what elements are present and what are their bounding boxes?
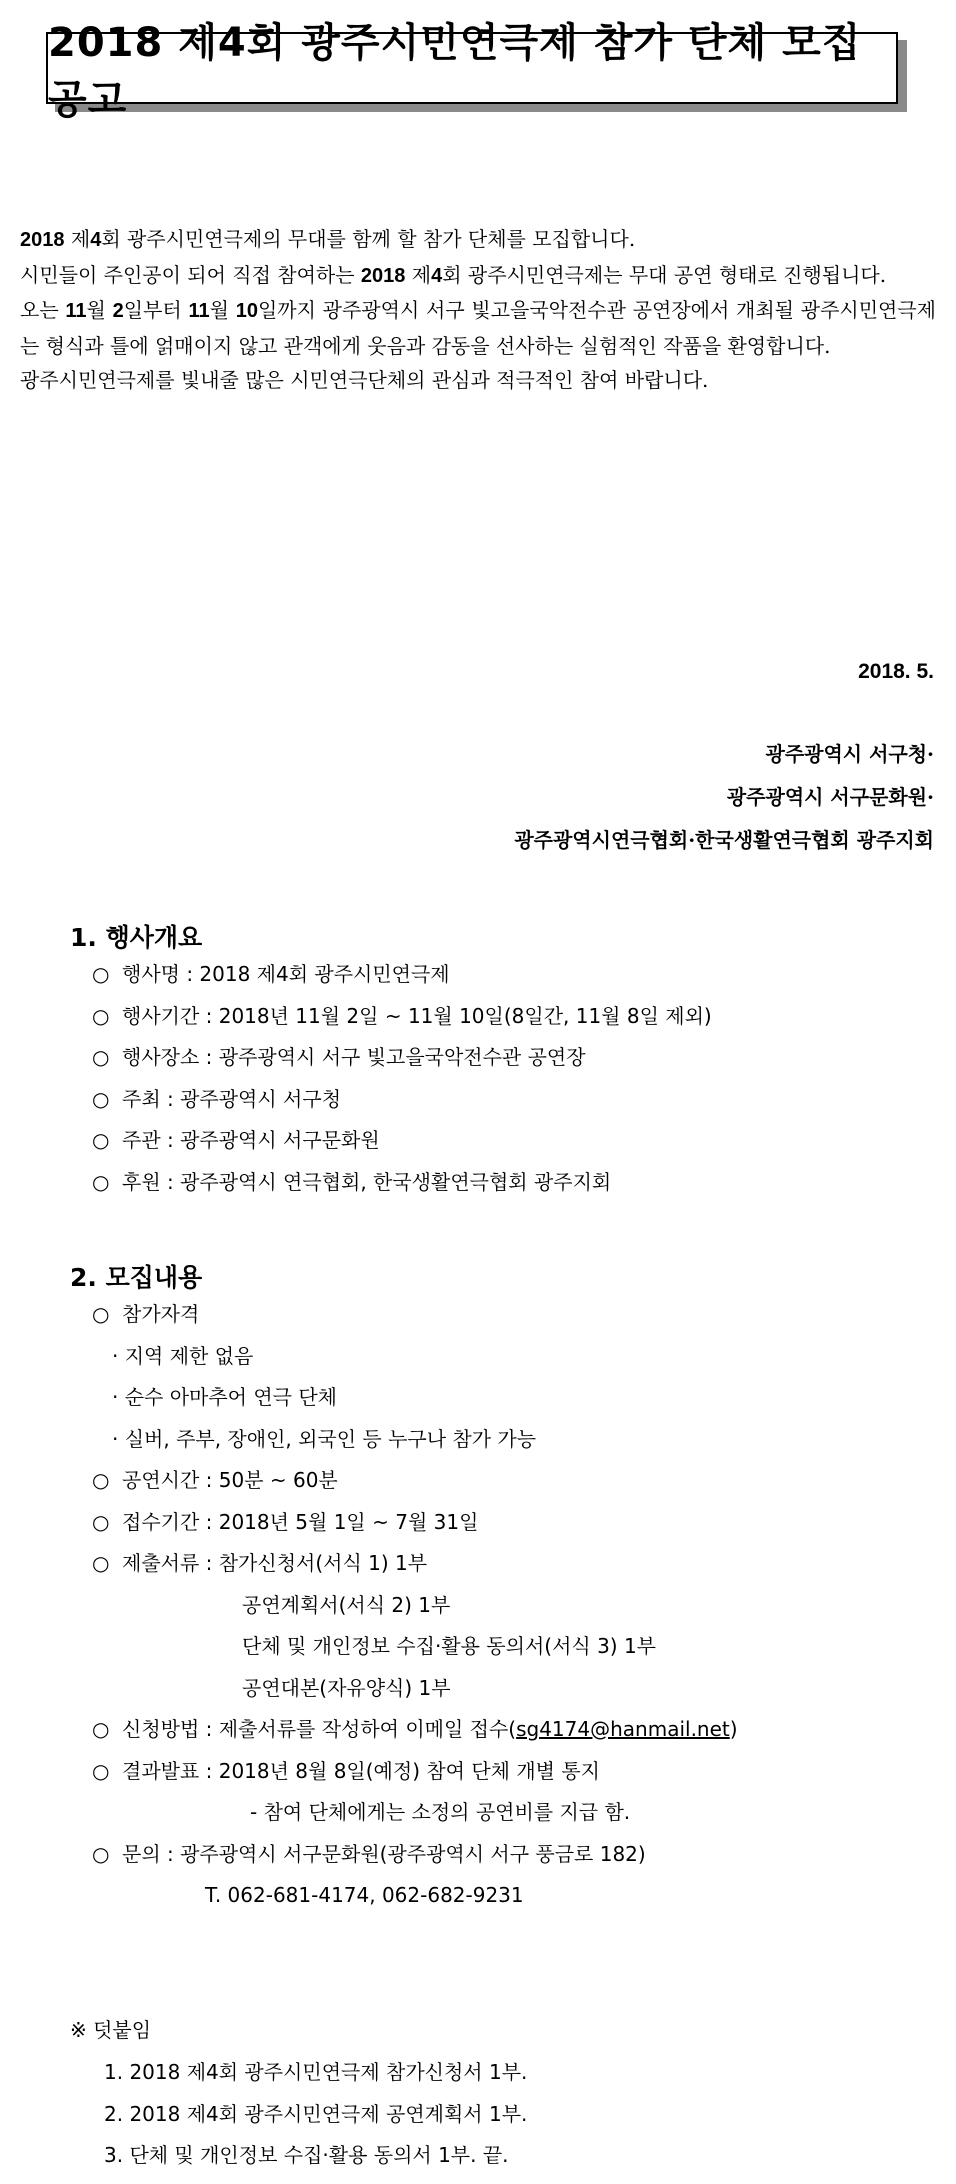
organizer: 광주광역시 서구문화원· <box>726 785 934 809</box>
organizer-list <box>514 734 934 863</box>
intro-text-span: 제 <box>64 227 91 251</box>
intro-text-span: 월 <box>86 298 113 322</box>
organizer: 광주광역시연극협회·한국생활연극협회 광주지회 <box>514 828 934 852</box>
intro-year: 2018 <box>360 264 406 287</box>
overview-list <box>92 954 932 1203</box>
sub-item: · 순수 아마추어 연극 단체 <box>112 1385 337 1409</box>
item-text: 행사기간 : 2018년 11월 2일 ~ 11월 10일(8일간, 11월 8일 제외) <box>122 1003 712 1028</box>
document-item: 공연계획서(서식 2) 1부 <box>242 1592 451 1617</box>
attachment-item: 1. 2018 제4회 광주시민연극제 참가신청서 1부. <box>104 2060 528 2084</box>
intro-paragraph <box>20 258 936 294</box>
list-item <box>92 1460 932 1502</box>
attachment-item: 3. 단체 및 개인정보 수집·활용 동의서 1부. 끝. <box>104 2143 509 2167</box>
intro-text-span: 일부터 <box>123 298 189 322</box>
bullet-circle: ○ <box>92 1758 110 1783</box>
attachments-label: ※ 덧붙임 <box>70 2018 152 2042</box>
bullet-circle: ○ <box>92 962 110 986</box>
list-item <box>92 1037 932 1079</box>
intro-text-span: 월 <box>209 298 236 322</box>
item-text: 결과발표 : 2018년 8월 8일(예정) 참여 단체 개별 통지 <box>122 1758 600 1783</box>
item-text: 참가자격 <box>122 1302 200 1326</box>
attachments-list <box>104 2052 527 2177</box>
list-item <box>92 1162 932 1204</box>
item-text: 주관 : 광주광역시 서구문화원 <box>122 1128 380 1152</box>
intro-date-number: 2 <box>112 300 124 322</box>
item-text: 신청방법 : 제출서류를 작성하여 이메일 접수( <box>122 1717 517 1741</box>
bullet-circle: ○ <box>92 1717 110 1741</box>
bullet-circle: ○ <box>92 1086 110 1111</box>
intro-text-span: 회 광주시민연극제는 무대 공연 형태로 진행됩니다. <box>442 262 887 287</box>
item-text: 공연시간 : 50분 ~ 60분 <box>122 1468 338 1492</box>
bullet-circle: ○ <box>92 1003 110 1028</box>
page-title: 2018 제4회 광주시민연극제 참가 단체 모집 공고 <box>46 32 898 104</box>
intro-paragraph <box>20 293 936 363</box>
intro-date-number: 10 <box>235 300 258 322</box>
sub-item: · 실버, 주부, 장애인, 외국인 등 누구나 참가 가능 <box>112 1426 537 1451</box>
item-text: 접수기간 : 2018년 5월 1일 ~ 7월 31일 <box>122 1509 479 1534</box>
list-item <box>92 1079 932 1121</box>
bullet-circle: ○ <box>92 1302 110 1326</box>
section-heading-recruitment: 2. 모집내용 <box>70 1263 203 1292</box>
intro-text-span: 오는 <box>20 298 66 322</box>
item-text: 행사명 : 2018 제4회 광주시민연극제 <box>122 962 450 986</box>
intro-paragraph: 광주시민연극제를 빛내줄 많은 시민연극단체의 관심과 적극적인 참여 바랍니다. <box>20 368 709 392</box>
bullet-circle: ○ <box>92 1509 110 1534</box>
bullet-circle: ○ <box>92 1551 110 1575</box>
item-text: 문의 : 광주광역시 서구문화원(광주광역시 서구 풍금로 182) <box>122 1841 646 1866</box>
intro-text-span: 시민들이 주인공이 되어 직접 참여하는 <box>20 262 361 287</box>
intro-year: 2018 <box>20 229 65 251</box>
bullet-circle: ○ <box>92 1128 110 1152</box>
intro-text-span: 회 광주시민연극제의 무대를 함께 할 참가 단체를 모집합니다. <box>101 227 636 251</box>
list-item <box>92 1543 932 1585</box>
intro-text-span: 제 <box>405 262 432 287</box>
email-link[interactable]: sg4174@hanmail.net <box>516 1717 730 1741</box>
item-text: 제출서류 : 참가신청서(서식 1) 1부 <box>122 1551 428 1575</box>
list-item <box>92 1294 932 1336</box>
item-text: 주최 : 광주광역시 서구청 <box>122 1086 342 1111</box>
bullet-circle: ○ <box>92 1841 110 1866</box>
intro-edition: 4 <box>90 229 102 251</box>
document-item: 공연대본(자유양식) 1부 <box>242 1675 451 1700</box>
phone-numbers: T. 062-681-4174, 062-682-9231 <box>205 1883 524 1907</box>
list-item <box>92 1709 932 1751</box>
attachment-item: 2. 2018 제4회 광주시민연극제 공연계획서 1부. <box>104 2101 528 2126</box>
sub-item: · 지역 제한 없음 <box>112 1343 254 1368</box>
intro-paragraph <box>20 222 936 258</box>
bullet-circle: ○ <box>92 1045 110 1069</box>
list-item <box>92 1120 932 1162</box>
item-text: ) <box>729 1717 738 1741</box>
bullet-circle: ○ <box>92 1468 110 1492</box>
bullet-circle: ○ <box>92 1169 110 1194</box>
list-item <box>92 996 932 1038</box>
intro-text-span: 일까지 광주광역시 서구 빛고을국악전수관 공연장에서 개최될 광주시민연극제는 형식과 틀에 얽매이지 않고 관객에게 웃음과 감동을 선사하는 실험적인 작품을 환영합니다. <box>20 298 936 358</box>
intro-edition: 4 <box>431 264 443 287</box>
recruitment-list <box>92 1294 932 1917</box>
item-text: 후원 : 광주광역시 연극협회, 한국생활연극협회 광주지회 <box>122 1169 612 1194</box>
result-note: - 참여 단체에게는 소정의 공연비를 지급 함. <box>250 1800 631 1824</box>
intro-date-number: 11 <box>65 300 87 322</box>
list-item <box>92 954 932 996</box>
intro-text <box>20 222 936 398</box>
list-item <box>92 1502 932 1544</box>
list-item <box>92 1751 932 1793</box>
intro-date-number: 11 <box>188 300 210 322</box>
document-item: 단체 및 개인정보 수집·활용 동의서(서식 3) 1부 <box>242 1634 656 1658</box>
notice-date: 2018. 5. <box>858 660 934 683</box>
section-heading-overview: 1. 행사개요 <box>70 923 203 952</box>
organizer: 광주광역시 서구청· <box>765 742 934 766</box>
list-item <box>92 1834 932 1876</box>
item-text: 행사장소 : 광주광역시 서구 빛고을국악전수관 공연장 <box>122 1045 586 1069</box>
